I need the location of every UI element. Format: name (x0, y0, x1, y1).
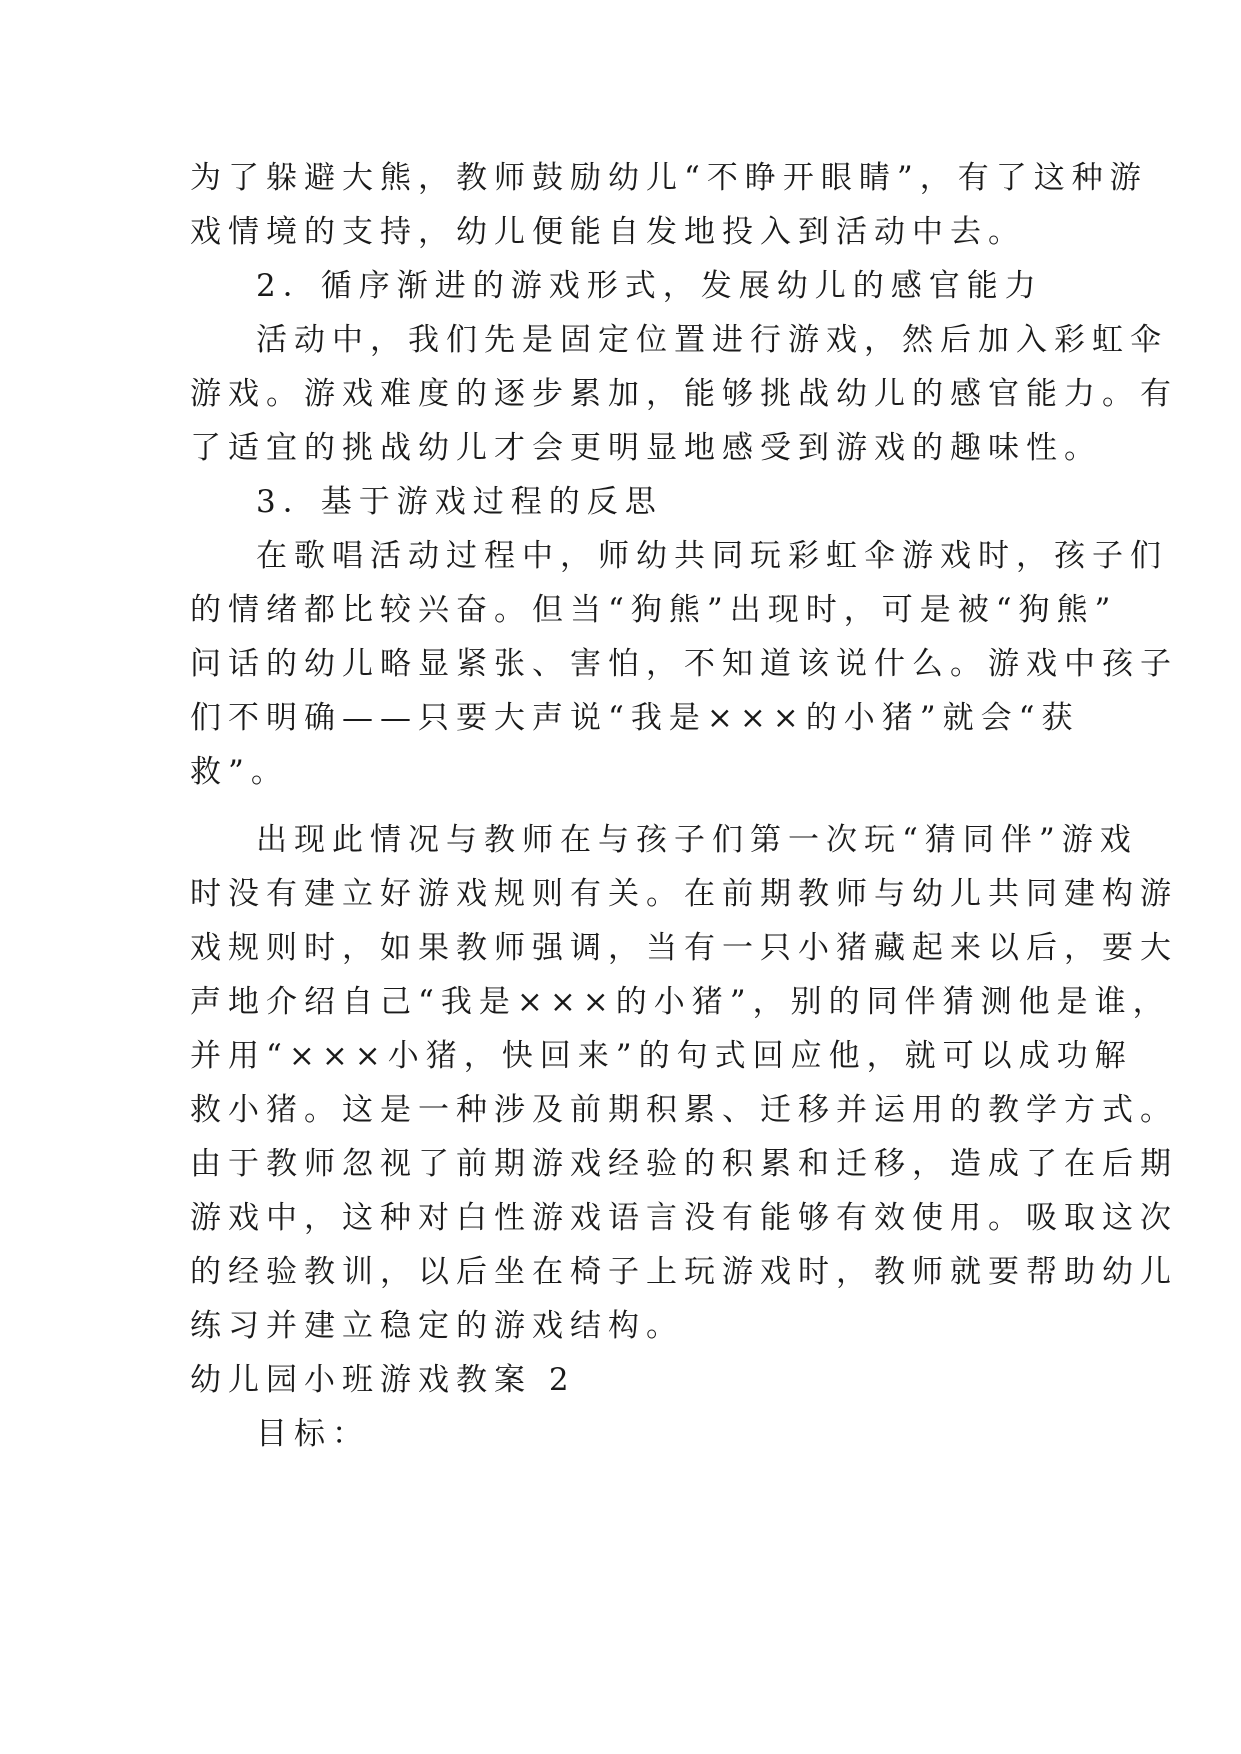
body-text-line: 的经验教训，以后坐在椅子上玩游戏时，教师就要帮助幼儿 (190, 1254, 1178, 1290)
body-text-line: 戏规则时，如果教师强调，当有一只小猪藏起来以后，要大 (190, 930, 1178, 966)
body-text-line: 问话的幼儿略显紧张、害怕，不知道该说什么。游戏中孩子 (190, 646, 1178, 682)
body-text-line: 出现此情况与教师在与孩子们第一次玩“猜同伴”游戏 (256, 822, 1138, 858)
body-text-line: 戏情境的支持，幼儿便能自发地投入到活动中去。 (190, 214, 1026, 250)
section-heading: 2．循序渐进的游戏形式，发展幼儿的感官能力 (256, 268, 1043, 304)
body-text-line: 游戏中，这种对白性游戏语言没有能够有效使用。吸取这次 (190, 1200, 1178, 1236)
body-text-line: 在歌唱活动过程中，师幼共同玩彩虹伞游戏时，孩子们 (256, 538, 1168, 574)
body-text-line: 练习并建立稳定的游戏结构。 (190, 1308, 684, 1344)
body-text-line: 为了躲避大熊，教师鼓励幼儿“不睁开眼睛”，有了这种游 (190, 160, 1148, 196)
body-text-line: 救”。 (190, 754, 289, 790)
body-text-line: 声地介绍自己“我是×××的小猪”，别的同伴猜测他是谁， (190, 984, 1171, 1020)
section-heading: 3．基于游戏过程的反思 (256, 484, 663, 520)
body-text-line: 了适宜的挑战幼儿才会更明显地感受到游戏的趣味性。 (190, 430, 1102, 466)
body-text-line: 的情绪都比较兴奋。但当“狗熊”出现时，可是被“狗熊” (190, 592, 1118, 628)
body-text-line: 游戏。游戏难度的逐步累加，能够挑战幼儿的感官能力。有 (190, 376, 1178, 412)
body-text-line: 由于教师忽视了前期游戏经验的积累和迁移，造成了在后期 (190, 1146, 1178, 1182)
body-text-line: 活动中，我们先是固定位置进行游戏，然后加入彩虹伞 (256, 322, 1168, 358)
body-text-line: 并用“×××小猪，快回来”的句式回应他，就可以成功解 (190, 1038, 1133, 1074)
document-title: 幼儿园小班游戏教案 2 (190, 1362, 576, 1398)
body-text-line: 救小猪。这是一种涉及前期积累、迁移并运用的教学方式。 (190, 1092, 1178, 1128)
body-text-line: 们不明确——只要大声说“我是×××的小猪”就会“获 (190, 700, 1080, 736)
body-text-line: 时没有建立好游戏规则有关。在前期教师与幼儿共同建构游 (190, 876, 1178, 912)
section-heading: 目标： (256, 1416, 370, 1452)
